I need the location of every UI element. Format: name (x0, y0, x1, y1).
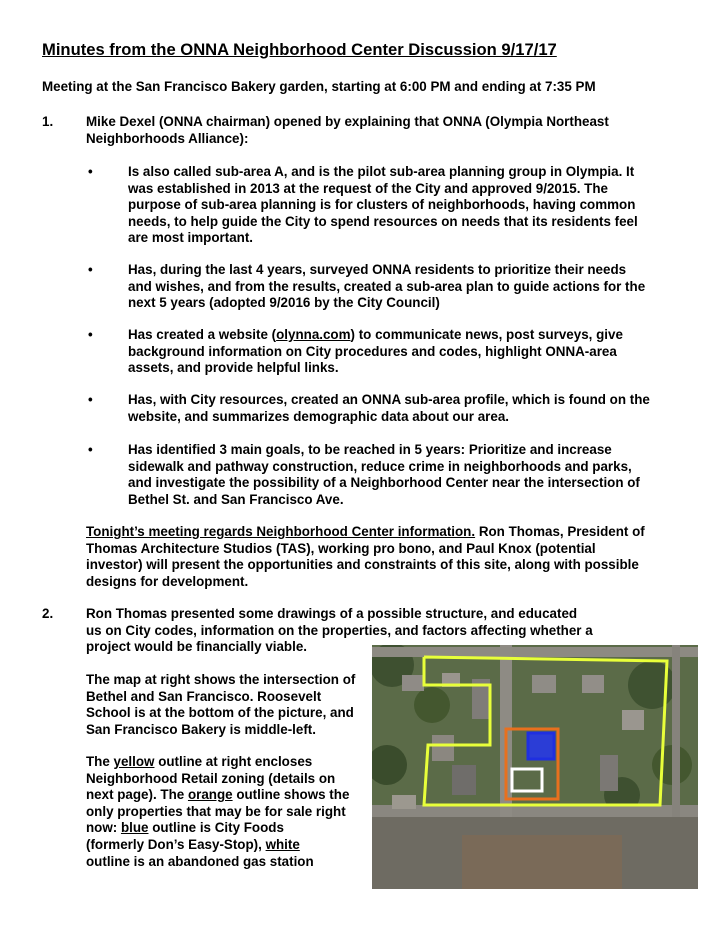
bullet-2-text: Has, during the last 4 years, surveyed ONNA residents to prioritize their needs and wishes, and from the results, created a sub-area plan to guide actions for the next 5 years (adopted 9/2016 by the City Council) (128, 262, 646, 311)
bullet-5-text: Has identified 3 main goals, to be reached in 5 years: Prioritize and increase sidewalk and pathway construction, reduce crime in neighborhoods and parks, and investigate the possibility of a Neighborhood Center near the intersection of Bethel St. and San Francisco Ave. (128, 442, 640, 507)
aerial-map-graphic (372, 645, 698, 889)
map-description: The map at right shows the intersection of Bethel and San Francisco. Roosevelt School is at the bottom of the picture, and San Francisco Bakery is middle-left. (86, 672, 356, 737)
item-2-number: 2. (42, 606, 54, 621)
document-title: Minutes from the ONNA Neighborhood Center Discussion 9/17/17 (42, 40, 557, 59)
bullet-5-dot: • (88, 442, 93, 457)
bullet-3-text: Has created a website (olynna.com) to communicate news, post surveys, give background information on City procedures and codes, highlight ONNA-area assets, and provide helpful links. (128, 327, 623, 376)
bullet-4-dot: • (88, 392, 93, 407)
bullet-4-text: Has, with City resources, created an ONNA sub-area profile, which is found on the website, and summarizes demographic data about our area. (128, 392, 650, 424)
item-1-intro: Mike Dexel (ONNA chairman) opened by explaining that ONNA (Olympia Northeast Neighborhoods Alliance): (86, 114, 609, 146)
item-2-intro: Ron Thomas presented some drawings of a possible structure, and educated us on City codes, information on the properties, and factors affecting whether a project would be financially viable. (86, 606, 593, 655)
website-link[interactable]: olynna.com (276, 327, 351, 342)
bullet-2-dot: • (88, 262, 93, 277)
bullet-3-dot: • (88, 327, 93, 342)
bullet-1-dot: • (88, 164, 93, 179)
outline-description: The yellow outline at right encloses Neighborhood Retail zoning (details on next page). The orange outline shows the only properties that may be for sale right now: blue outline is City Foods (formerly Don’s Easy-Stop), white outline is an abandoned gas station (86, 754, 350, 869)
bullet-1-text: Is also called sub-area A, and is the pilot sub-area planning group in Olympia. It was established in 2013 at the request of the City and approved 9/2015. The purpose of sub-area planning is for clusters of neighborhoods, having common needs, to help guide the City to spend resources on needs that its residents feel are most important. (128, 164, 638, 246)
aerial-map-photo (372, 645, 698, 889)
item-1-number: 1. (42, 114, 54, 129)
meeting-info: Meeting at the San Francisco Bakery garden, starting at 6:00 PM and ending at 7:35 PM (42, 79, 596, 94)
tonight-paragraph: Tonight’s meeting regards Neighborhood Center information. Ron Thomas, President of Thomas Architecture Studios (TAS), working pro bono, and Paul Knox (potential investor) will present the opportunities and constraints of this site, along with possible designs for development. (86, 524, 645, 589)
